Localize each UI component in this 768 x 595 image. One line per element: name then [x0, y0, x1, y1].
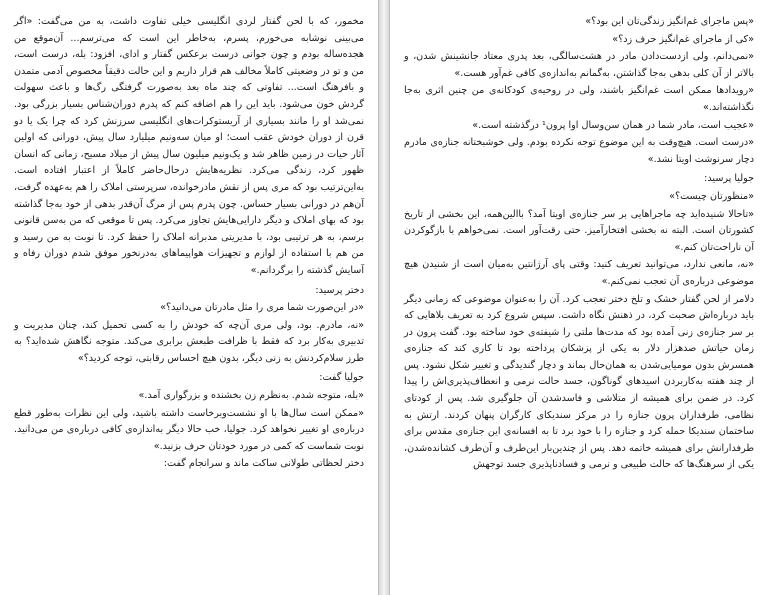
- body-paragraph: مخمور، که با لحن گفتار لردی انگلیسی خیلی تفاوت داشت، به من می‌گفت: «اگر می‌بینی نوشابه می‌خورم، پسرم، به‌خاطر این است که می‌ترسم... آن‌موقع من هجده‌ساله بودم و چون جوانی درست برعکس گفتار و ادای، افزود: بله، درست است، من و تو در وضعیتی کاملاً مخالف هم قرار داریم و این حالت دقیقاً مخصوص آدمی متمدن و بافرهنگ است... تفاوتی که چند ماه بعد به‌صورت گرفتگی رگ‌ها و باعث سهولت گردش خون می‌شود. باید این را هم اضافه کنم که پدرم دوران‌شناس بسیار بزرگی بود. نمی‌شد او را مانند بسیاری از آریستوکرات‌های انگلیسی سرزنش کرد که چرا یک یا دو قرن از دوران خودش عقب است؛ او میان سه‌ونیم میلیارد سال پیش، دورانی که اولین آثار حیات در زمین ظاهر شد و یک‌ونیم میلیون سال پیش از میلاد مسیح، زمانی که انسان ظهور کرد، زندگی می‌کرد. نظریه‌هایش درحال‌حاضر کاملاً از اعتبار افتاده است. به‌این‌ترتیب بود که مری پس از نقش مادرخوانده، سرپرستی املاک را هم به‌عهده گرفت، آن‌هم در دورانی بسیار حساس. چون پدرم پس از مرگ آن‌قدر بدهی از خود به‌جا گذاشته بود که بهای املاک و دیگر دارایی‌هایش تجاوز می‌کرد. پس تا موقعی که من به‌سن قانونی برسم، به هر ترتیبی بود، با مدیریتی مدبرانه املاک را حفظ کرد. تا نوبت به من رسید و من هم با استفاده از لوازم و تجهیزات هواپیماهای به‌درنخور موفق شدم دوران رفاه و آسایش گذشته را برگردانم.»: [14, 16, 364, 276]
- left-page: [0, 0, 379, 595]
- dialogue-line: «ممکن است سال‌ها با او نشست‌وبرخاست داشته باشید، ولی این نظرات به‌طور قطع درباره‌ی او تغییر نخواهد کرد. جولیا، خب حالا دیگر به‌اندازه‌ی کافی درباره‌ی من می‌دانید. نوبت شماست که کمی در مورد خودتان حرف بزنید.»: [14, 407, 364, 452]
- dialogue-line: «بله، متوجه شدم. به‌نظرم زن بخشنده و بزرگواری آمد.»: [138, 390, 364, 402]
- dialogue-label: دختر پرسید:: [315, 284, 364, 296]
- dialogue-line: «پس ماجرای غم‌انگیز زندگی‌تان این بود؟»: [585, 16, 754, 27]
- dialogue-line: «نه، مانعی ندارد، می‌توانید تعریف کنید: وقتی پای آرژانتین به‌میان است از شنیدن هیچ موضوعی درباره‌ی آن تعجب نمی‌کنم.»: [404, 259, 754, 287]
- dialogue-line: «رویدادها ممکن است غم‌انگیز باشند، ولی در روحیه‌ی کودکانه‌ی من چنین اثری به‌جا نگذاشته‌اند.»: [404, 85, 754, 113]
- right-page: [389, 0, 768, 595]
- dialogue-line: «کی از ماجرای غم‌انگیز حرف زد؟»: [612, 33, 754, 45]
- dialogue-line: «تاحالا شنیده‌اید چه ماجراهایی بر سر جنازه‌ی اویتا آمد؟ باالین‌همه، این بخشی از تاریخ کشورتان است. البته نه بخشی افتخارآمیز. حتی رقت‌آور است. نمی‌خواهم با بازگوکردن آن ناراحت‌تان کنم.»: [404, 208, 754, 253]
- dialogue-label: جولیا گفت:: [319, 372, 364, 384]
- book-gutter: [379, 0, 389, 595]
- dialogue-line: «درست است. هیچ‌وقت به این موضوع توجه نکرده بودم. ولی خوشبختانه جنازه‌ی مادرم دچار سرنوشت اویتا نشد.»: [404, 137, 754, 165]
- dialogue-line: «نمی‌دانم، ولی ازدست‌دادن مادر در هشت‌سالگی، بعد پدری معتاد جانشینش شدن، و بالاتر از آن کلی بدهی به‌جا گذاشتن، به‌گمانم به‌اندازه‌ی کافی غم‌آور هست.»: [404, 51, 754, 79]
- dialogue-line: «منظورتان چیست؟»: [669, 190, 754, 202]
- dialogue-line: «عجیب است، مادر شما در همان سن‌وسال اوا پرون¹ درگذشته است.»: [472, 119, 754, 131]
- dialogue-line: «نه، مادرم. بود، ولی مری آن‌چه که خودش را به کسی تحمیل کند، چنان مدیریت و تدبیری به‌کار برد که فقط با ظرافت طبعش برابری می‌کند. متوجه نگاهش شده‌اید؟ به طرز سلام‌کردنش به زنی دیگر، بدون هیچ احساس رقابتی، توجه کردید؟»: [14, 319, 364, 364]
- body-paragraph: دلامر از لحن گفتار خشک و تلخ دختر تعجب کرد. آن را به‌عنوان موضوعی که زمانی دیگر باید درباره‌اش صحبت کرد، در ذهنش نگاه داشت. سپس شروع کرد به تعریف بلاهایی که بر سر جنازه‌ی زنی آمده بود که مدت‌ها ملتی را شیفته‌ی خود ساخته بود. گفت پرون در زمان حیاتش صدهزار دلار به یکی از پزشکان پرداخته بود تا کاری کند که جنازه‌ی همسرش بدون مومیایی‌شدن به همان‌حال بماند و دچار گندیدگی و تغییر شکل نشود. پس از چند هفته به‌کاربردن اسیدهای گوناگون، جسد حالت نرمی و انعطاف‌پذیری‌اش را پیدا کرد. در ضمن برای همیشه از متلاشی و فاسدشدن آن جلوگیری شد. پس از کودتای نظامی، طرفداران پرون جنازه را در مرکز سندیکای کارگران پنهان کردند. ارتش به ساختمان سندیکا حمله کرد و جنازه را با خود برد تا به افسانه‌ی این جنازه‌ی مقدس برای طرفدارانش برای همیشه خاتمه دهد. پس از چندین‌بار این‌طرف و آن‌طرف کشانده‌شدن، یکی از سرهنگ‌ها که حالت طبیعی و نرمی و فسادناپذیری جسد توجهش: [404, 293, 754, 471]
- body-paragraph: دختر لحظاتی طولانی ساکت ماند و سرانجام گفت:: [163, 458, 364, 470]
- dialogue-line: «در این‌صورت شما مری را مثل مادرتان می‌دانید؟»: [160, 302, 364, 314]
- dialogue-label: جولیا پرسید:: [704, 173, 754, 185]
